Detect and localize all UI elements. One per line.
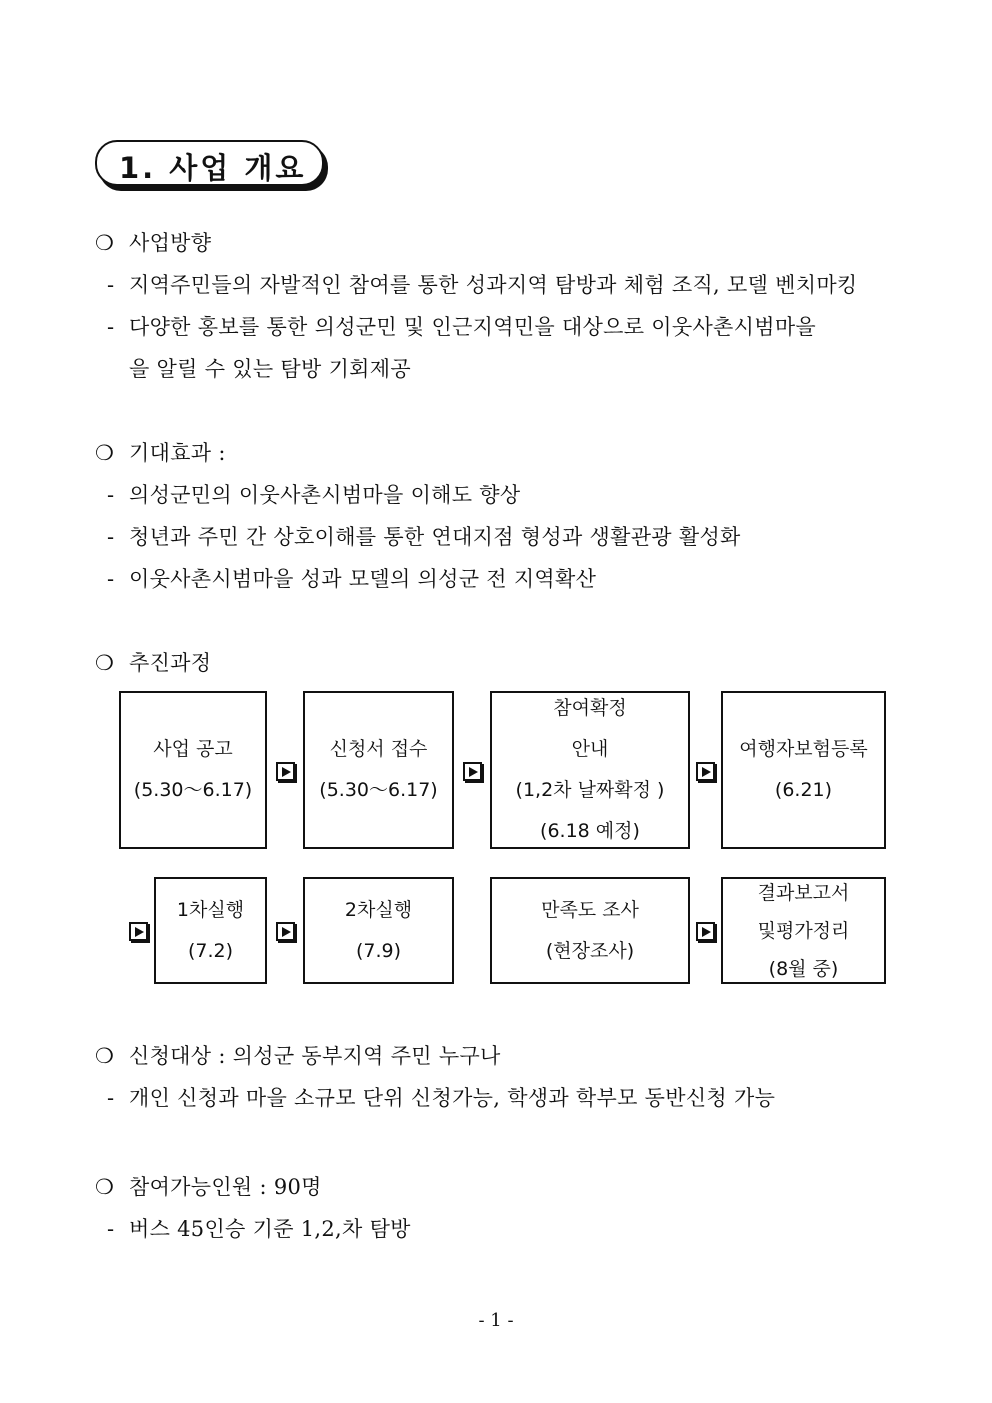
step-note: (현장조사) [545, 939, 635, 962]
dash-marker: - [107, 1217, 115, 1241]
target-heading-line [95, 1040, 501, 1070]
arrow-right-icon [276, 762, 295, 781]
arrow-right-icon [276, 922, 295, 941]
process-step-confirmation [490, 691, 690, 849]
capacity-item: 버스 45인승 기준 1,2,차 탐방 [129, 1217, 411, 1241]
dash-marker: - [107, 525, 115, 549]
step-label: 안내 [571, 738, 609, 760]
process-step-insurance [721, 691, 886, 849]
step-date: (6.18 예정) [540, 820, 640, 842]
direction-item: 을 알릴 수 있는 탐방 기회제공 [129, 357, 411, 381]
list-item [95, 269, 858, 299]
dash-marker: - [107, 273, 115, 297]
step-label: 결과보고서 [757, 881, 850, 904]
page-number: - 1 - [478, 1310, 514, 1331]
step-date: (6.21) [774, 779, 833, 801]
direction-item: 다양한 홍보를 통한 의성군민 및 인근지역민을 대상으로 이웃사촌시범마을 [129, 315, 816, 339]
process-step-application [303, 691, 454, 849]
arrow-right-icon [696, 922, 715, 941]
arrow-right-icon [696, 762, 715, 781]
arrow-right-icon [129, 922, 148, 941]
dash-marker: - [107, 315, 115, 339]
direction-item: 지역주민들의 자발적인 참여를 통한 성과지역 탐방과 체험 조직, 모델 벤치마킹 [129, 273, 858, 297]
list-item [95, 311, 816, 341]
step-label: 만족도 조사 [541, 898, 639, 921]
circle-bullet-icon: ❍ [95, 1175, 115, 1199]
circle-bullet-icon: ❍ [95, 231, 115, 255]
list-item-continuation [95, 353, 411, 383]
step-label: 신청서 접수 [329, 738, 428, 760]
effects-item: 이웃사촌시범마을 성과 모델의 의성군 전 지역확산 [129, 567, 597, 591]
process-step-report [721, 877, 886, 984]
step-date: (5.30～6.17) [319, 779, 438, 801]
arrow-right-icon [463, 762, 482, 781]
direction-heading-line [95, 227, 211, 257]
process-step-second-run [303, 877, 454, 984]
section-title: 1. 사업 개요 [119, 151, 307, 185]
step-date: (8월 중) [768, 957, 839, 980]
step-label: 2차실행 [344, 898, 413, 921]
circle-bullet-icon: ❍ [95, 651, 115, 675]
process-heading: 추진과정 [129, 651, 212, 675]
step-note: (1,2차 날짜확정 ) [515, 779, 665, 801]
circle-bullet-icon: ❍ [95, 441, 115, 465]
list-item [95, 563, 596, 593]
dash-marker: - [107, 1086, 115, 1110]
dash-marker: - [107, 567, 115, 591]
list-item [95, 479, 520, 509]
process-step-announcement [119, 691, 267, 849]
process-heading-line [95, 647, 211, 677]
target-heading: 신청대상 : 의성군 동부지역 주민 누구나 [129, 1044, 501, 1068]
effects-heading-line [95, 437, 226, 467]
list-item [95, 1213, 411, 1243]
step-date: (5.30～6.17) [133, 779, 253, 801]
capacity-heading-line [95, 1171, 322, 1201]
step-date: (7.9) [355, 939, 402, 962]
dash-marker: - [107, 483, 115, 507]
effects-heading: 기대효과 : [129, 441, 226, 465]
step-label: 여행자보험등록 [739, 738, 868, 760]
direction-heading: 사업방향 [129, 231, 212, 255]
list-item [95, 521, 741, 551]
circle-bullet-icon: ❍ [95, 1044, 115, 1068]
effects-item: 의성군민의 이웃사촌시범마을 이해도 향상 [129, 483, 521, 507]
step-label: 사업 공고 [153, 738, 233, 760]
step-label: 참여확정 [553, 697, 627, 719]
step-label: 1차실행 [176, 898, 245, 921]
list-item [95, 1082, 775, 1112]
capacity-heading: 참여가능인원 : 90명 [129, 1175, 322, 1199]
process-step-first-run [154, 877, 267, 984]
effects-item: 청년과 주민 간 상호이해를 통한 연대지점 형성과 생활관광 활성화 [129, 525, 741, 549]
process-step-survey [490, 877, 690, 984]
step-date: (7.2) [187, 939, 234, 962]
target-item: 개인 신청과 마을 소규모 단위 신청가능, 학생과 학부모 동반신청 가능 [129, 1086, 776, 1110]
step-label: 및평가정리 [757, 919, 850, 942]
section-title-box [95, 140, 324, 186]
